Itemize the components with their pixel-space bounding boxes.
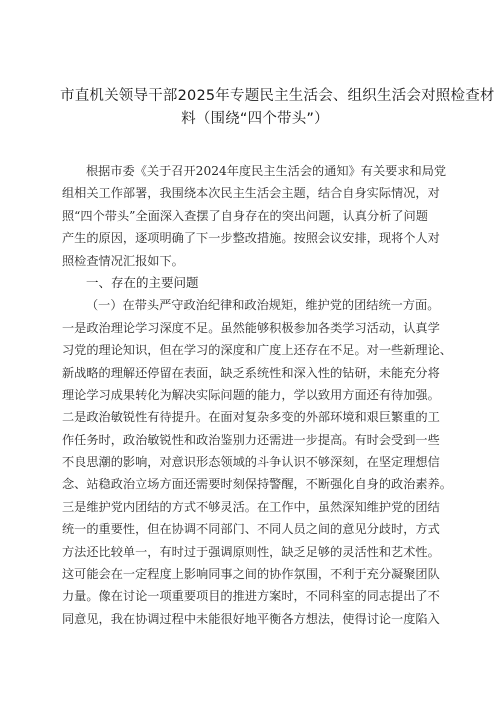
intro-line: 根据市委《关于召开2024年度民主生活会的通知》有关要求和局党 [86,164,447,178]
section-heading: 一、存在的主要问题 [86,274,199,290]
intro-line: 照“四个带头”全面深入查摆了自身存在的突出问题，认真分析了问题 [62,208,428,223]
intro-line: 产生的原因，逐项明确了下一步整改措施。按照会议安排，现将个人对 [62,231,440,246]
body-line: 习党的理论知识，但在学习的深度和广度上还存在不足。对一些新理论、 [62,343,452,358]
body-line: 三是维护党内团结的方式不够灵活。在工作中，虽然深知维护党的团结 [62,499,440,514]
body-line: 这可能会在一定程度上影响同事之间的协作氛围，不利于充分凝聚团队 [62,567,440,582]
body-line: 新战略的理解还停留在表面，缺乏系统性和深入性的钻研，未能充分将 [62,365,440,380]
body-line: 二是政治敏锐性有待提升。在面对复杂多变的外部环境和艰巨繁重的工 [62,410,440,425]
body-line: 作任务时，政治敏锐性和政治鉴别力还需进一步提高。有时会受到一些 [62,432,440,447]
document-title [60,85,495,131]
document-body [62,160,452,630]
body-line: 理论学习成果转化为解决实际问题的能力，学以致用方面还有待加强。 [62,387,440,402]
subsection-heading: （一）在带头严守政治纪律和政治规矩，维护党的团结统一方面。 [86,298,440,313]
body-line: 方法还比较单一，有时过于强调原则性，缺乏足够的灵活性和艺术性。 [62,544,440,559]
body-line: 同意见，我在协调过程中未能很好地平衡各方想法，使得讨论一度陷入 [62,611,440,626]
body-line: 不良思潮的影响，对意识形态领域的斗争认识不够深刻，在坚定理想信 [62,455,440,470]
body-line: 力量。像在讨论一项重要项目的推进方案时，不同科室的同志提出了不 [62,589,440,604]
title-line-1: 市直机关领导干部2025年专题民主生活会、组织生活会对照检查材 [60,88,495,104]
body-line: 统一的重要性，但在协调不同部门、不同人员之间的意见分歧时，方式 [62,522,440,537]
body-line: 一是政治理论学习深度不足。虽然能够积极参加各类学习活动，认真学 [62,320,440,335]
body-line: 念、站稳政治立场方面还需要时刻保持警醒，不断强化自身的政治素养。 [62,477,452,492]
title-line-2: 料（围绕“四个带头”） [181,111,329,127]
intro-line: 组相关工作部署，我围绕本次民主生活会主题，结合自身实际情况，对 [62,186,440,201]
intro-line: 照检查情况汇报如下。 [62,253,184,268]
